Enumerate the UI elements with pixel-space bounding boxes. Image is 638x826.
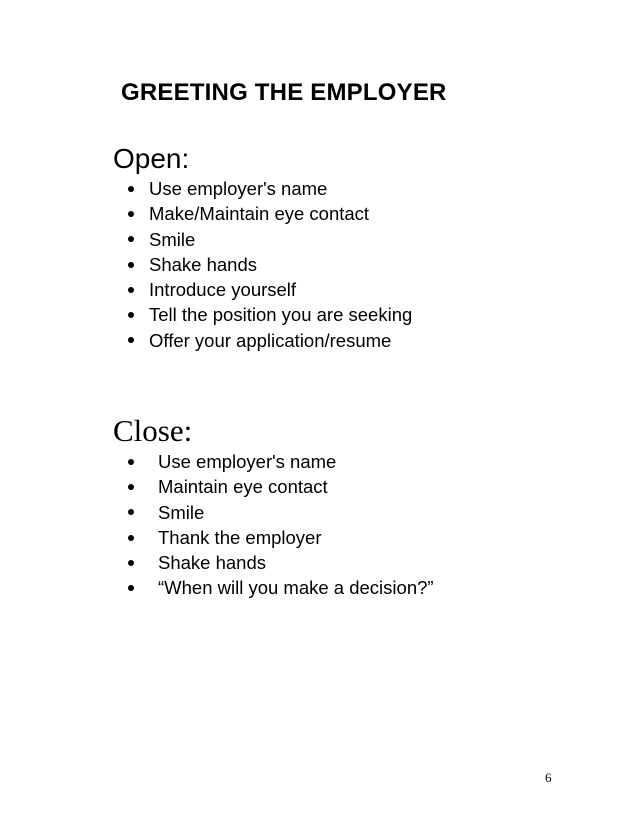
open-section-heading: Open:: [113, 143, 190, 174]
bullet-icon: [128, 236, 134, 242]
bullet-icon: [128, 459, 134, 465]
list-item: [128, 328, 412, 353]
list-item: [128, 176, 412, 201]
list-item-text: Offer your application/resume: [149, 329, 392, 351]
bullet-icon: [128, 287, 134, 293]
list-item-text: Use employer's name: [158, 451, 337, 472]
bullet-icon: [128, 262, 134, 268]
list-item-text: Use employer's name: [149, 178, 328, 199]
list-item: [128, 474, 434, 499]
list-item-text: Make/Maintain eye contact: [149, 203, 370, 225]
list-item-text: Thank the employer: [158, 526, 322, 548]
page-number: 6: [545, 770, 552, 785]
bullet-icon: [128, 186, 134, 192]
list-item: [128, 277, 412, 302]
bullet-icon: [128, 484, 134, 490]
list-item-text: “When will you make a decision?”: [158, 577, 434, 599]
open-bullet-list: [128, 176, 412, 353]
bullet-icon: [128, 535, 134, 541]
list-item: [128, 525, 434, 550]
list-item-text: Smile: [149, 228, 196, 250]
list-item: [128, 449, 434, 474]
page-title: GREETING THE EMPLOYER: [121, 79, 447, 106]
bullet-icon: [128, 211, 134, 217]
list-item-text: Shake hands: [149, 253, 258, 275]
list-item: [128, 201, 412, 226]
list-item: [128, 227, 412, 252]
bullet-icon: [128, 312, 134, 318]
bullet-icon: [128, 560, 134, 566]
list-item: [128, 252, 412, 277]
list-item: [128, 302, 412, 327]
bullet-icon: [128, 509, 134, 515]
list-item-text: Maintain eye contact: [158, 476, 328, 498]
list-item-text: Introduce yourself: [149, 279, 297, 301]
list-item: [128, 575, 434, 600]
list-item: [128, 500, 434, 525]
list-item-text: Smile: [158, 501, 205, 523]
list-item-text: Tell the position you are seeking: [149, 304, 413, 326]
bullet-icon: [128, 585, 134, 591]
bullet-icon: [128, 337, 134, 343]
list-item: [128, 550, 434, 575]
list-item-text: Shake hands: [158, 552, 267, 574]
close-bullet-list: [128, 449, 434, 601]
close-section-heading: Close:: [113, 413, 193, 448]
